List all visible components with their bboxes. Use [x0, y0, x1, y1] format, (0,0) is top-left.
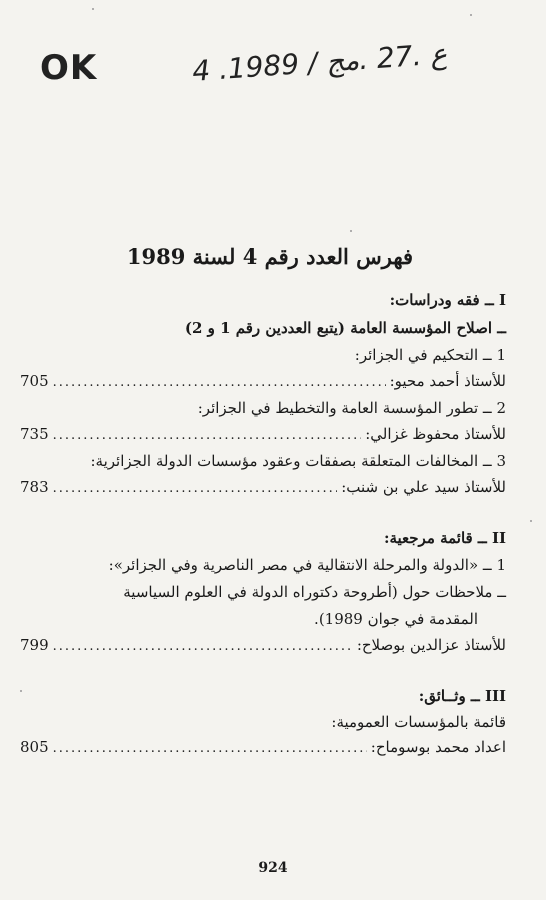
- entry-1-page: 705: [20, 372, 49, 390]
- section-2-author-row: [20, 636, 506, 656]
- paper-speck: [92, 8, 94, 10]
- entry-3-page: 783: [20, 478, 49, 496]
- paper-speck: [350, 230, 352, 232]
- section-3-author-row: [20, 738, 506, 758]
- entry-1-title: 1 ــ التحكيم في الجزائر:: [354, 346, 506, 364]
- handwritten-reference: 4 .ع .27 .مج / 1989: [191, 37, 448, 88]
- paper-speck: [470, 14, 472, 16]
- entry-3-title: 3 ــ المخالفات المتعلقة بصفقات وعقود مؤسسات الدولة الجزائرية:: [90, 452, 506, 470]
- section-2-page: 799: [20, 636, 49, 654]
- section-2-line-2: ــ ملاحظات حول (أطروحة دكتوراه الدولة في العلوم السياسية: [123, 583, 506, 601]
- paper-speck: [530, 520, 532, 522]
- section-3-heading: III ــ وثــائق:: [418, 687, 506, 705]
- section-2-author: للأستاذ عزالدين بوصلاح:: [356, 636, 506, 654]
- entry-1-author: للأستاذ أحمد محيو:: [389, 372, 506, 390]
- section-1-heading: I ــ فقه ودراسات:: [389, 291, 506, 309]
- section-2-heading: II ــ قائمة مرجعية:: [383, 529, 506, 547]
- section-3-line-1: قائمة بالمؤسسات العمومية:: [331, 713, 506, 731]
- section-3-author: اعداد محمد بوسوماح:: [370, 738, 506, 756]
- section-1-subheading: ــ اصلاح المؤسسة العامة (يتبع العددين رقم 1 و 2): [184, 319, 506, 337]
- leader-dots: [53, 375, 386, 390]
- entry-2-author: للأستاذ محفوظ غزالي:: [365, 425, 506, 443]
- leader-dots: [53, 481, 338, 496]
- paper-speck: [20, 690, 22, 692]
- handwritten-ok-mark: OK: [40, 48, 98, 88]
- entry-1-row: [20, 372, 506, 392]
- entry-3-author: للأستاذ سيد علي بن شنب:: [341, 478, 506, 496]
- entry-3-row: [20, 478, 506, 498]
- leader-dots: [53, 639, 353, 654]
- entry-2-title: 2 ــ تطور المؤسسة العامة والتخطيط في الجزائر:: [197, 399, 506, 417]
- entry-2-page: 735: [20, 425, 49, 443]
- index-title: فهرس العدد رقم 4 لسنة 1989: [126, 244, 414, 269]
- section-2-line-3: المقدمة في جوان 1989).: [314, 610, 478, 628]
- entry-2-row: [20, 425, 506, 445]
- page-number: 924: [258, 860, 288, 876]
- section-2-line-1: 1 ــ «الدولة والمرحلة الانتقالية في مصر الناصرية وفي الجزائر»:: [108, 556, 506, 574]
- leader-dots: [53, 741, 367, 756]
- leader-dots: [53, 428, 362, 443]
- section-3-page: 805: [20, 738, 49, 756]
